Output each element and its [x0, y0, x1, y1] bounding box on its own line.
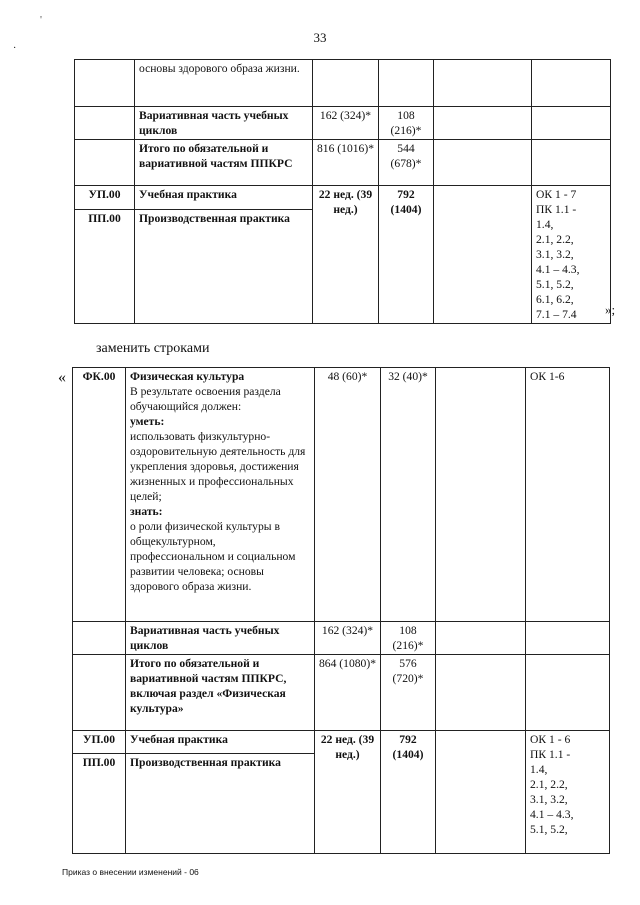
discipline-name: основы здорового образа жизни.: [135, 60, 313, 107]
intro-text: В результате освоения раздела обучающийся должен:: [130, 385, 281, 413]
row-code: УП.00: [73, 731, 126, 754]
closing-quote: »;: [605, 302, 616, 317]
discipline-title: Физическая культура: [130, 370, 245, 383]
required-hours: 576 (720)*: [381, 655, 436, 731]
margin-dot: ·: [13, 43, 17, 54]
competency-codes: ОК 1 - 6 ПК 1.1 - 1.4, 2.1, 2.2, 3.1, 3.2, 4.1 – 4.3, 5.1, 5.2,: [526, 731, 610, 854]
table-row: [73, 731, 610, 754]
table-row: [75, 60, 611, 107]
max-hours: 864 (1080)*: [315, 655, 381, 731]
replacement-curriculum-table: [72, 367, 610, 854]
max-hours: 22 нед. (39 нед.): [313, 186, 379, 324]
max-hours: 816 (1016)*: [313, 140, 379, 186]
max-hours: 162 (324)*: [315, 622, 381, 655]
page-number: 33: [313, 30, 327, 45]
knowledge-label: знать:: [130, 505, 163, 518]
footer-note: Приказ о внесении изменений - 06: [62, 867, 199, 877]
required-hours: 108 (216)*: [379, 107, 434, 140]
opening-quote: «: [58, 369, 66, 386]
required-hours: 792 (1404): [381, 731, 436, 854]
max-hours: 48 (60)*: [315, 368, 381, 622]
required-hours: 32 (40)*: [381, 368, 436, 622]
discipline-name: Производственная практика: [135, 210, 313, 324]
discipline-name: Учебная практика: [135, 186, 313, 210]
discipline-name: Вариативная часть учебных циклов: [126, 622, 315, 655]
table-row: [73, 368, 610, 622]
discipline-name: Итого по обязательной и вариативной частям ППКРС: [135, 140, 313, 186]
row-code: УП.00: [75, 186, 135, 210]
max-hours: 22 нед. (39 нед.): [315, 731, 381, 854]
top-curriculum-table: [74, 59, 611, 324]
required-hours: 792 (1404): [379, 186, 434, 324]
discipline-description: [126, 368, 315, 622]
competency-codes: ОК 1 - 7 ПК 1.1 - 1.4, 2.1, 2.2, 3.1, 3.2, 4.1 – 4.3, 5.1, 5.2, 6.1, 6.2, 7.1 – 7.4: [532, 186, 611, 324]
required-hours: 544 (678)*: [379, 140, 434, 186]
row-code: ФК.00: [73, 368, 126, 622]
table-row: [73, 622, 610, 655]
margin-mark: ': [40, 14, 42, 26]
table-row: [75, 107, 611, 140]
row-code: ПП.00: [75, 210, 135, 324]
table-row: [75, 186, 611, 210]
skills-label: уметь:: [130, 415, 165, 428]
max-hours: 162 (324)*: [313, 107, 379, 140]
discipline-name: Вариативная часть учебных циклов: [135, 107, 313, 140]
required-hours: 108 (216)*: [381, 622, 436, 655]
discipline-name: Производственная практика: [126, 754, 315, 854]
competency-codes: ОК 1-6: [526, 368, 610, 622]
discipline-name: Итого по обязательной и вариативной частям ППКРС, включая раздел «Физическая культура»: [126, 655, 315, 731]
knowledge-text: о роли физической культуры в общекультурном, профессиональном и социальном развитии человека; основы здорового образа жизни.: [130, 520, 296, 593]
discipline-name: Учебная практика: [126, 731, 315, 754]
table-row: [75, 140, 611, 186]
skills-text: использовать физкультурно-оздоровительную деятельность для укрепления здоровья, достижения жизненных и профессиональных целей;: [130, 430, 306, 503]
table-row: [73, 655, 610, 731]
replace-instruction: заменить строками: [96, 341, 210, 356]
row-code: ПП.00: [73, 754, 126, 854]
